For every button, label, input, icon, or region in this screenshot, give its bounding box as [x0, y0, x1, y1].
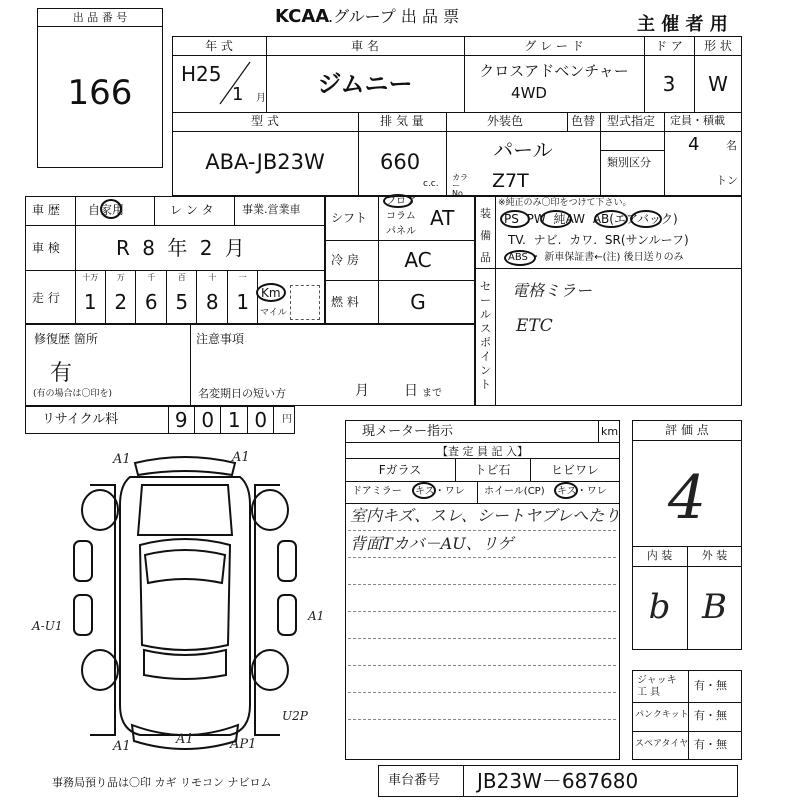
jack-value: 有・無: [694, 679, 727, 692]
cc-unit: c.c.: [423, 179, 439, 189]
fuel-label: 燃 料: [331, 295, 359, 309]
year-slash: [214, 58, 254, 108]
equipment-note: ※純正のみ〇印をつけて下さい。: [498, 198, 632, 208]
capacity-label: 定員・積載: [670, 114, 725, 127]
mileage-digit: 8: [205, 290, 219, 314]
ruled-line: [348, 584, 616, 585]
year-month: 1: [232, 84, 244, 105]
shift-value: AT: [430, 206, 455, 230]
expiry-until: まで: [422, 388, 442, 399]
wheel-scratch-circle: [554, 482, 578, 499]
car-diagram: [60, 445, 320, 755]
mirror-scratch-circle: [412, 482, 436, 499]
ruled-line: [348, 557, 616, 558]
mileage-unit-label: 千: [147, 273, 156, 282]
mileage-digit: 2: [114, 290, 128, 314]
ab-circle: [630, 210, 662, 228]
wheel-scratch-label: キズ・ワレ: [557, 486, 607, 497]
ruled-line: [348, 719, 616, 720]
door-label: ド ア: [655, 39, 683, 53]
mileage-unit-label: 十万: [82, 273, 99, 282]
notes-label: 注意事項: [196, 332, 245, 346]
mileage-cell: [106, 270, 137, 324]
repair-label: 修復歴 箇所: [34, 332, 98, 346]
damage-mark-2: A1: [232, 450, 250, 465]
repair-note: (有の場合は〇印を): [33, 389, 113, 399]
ruled-line: [348, 692, 616, 693]
history-private: 自家用: [88, 203, 125, 217]
meter-label: 現メーター指示: [362, 424, 454, 439]
sales-point-1: 電格ミラー: [512, 281, 593, 300]
rating-label: 評 価 点: [665, 423, 709, 437]
recycle-cell: [195, 406, 222, 434]
ps-circle: [500, 210, 530, 228]
capacity-unit: 名: [726, 139, 737, 152]
mileage-digit: 1: [236, 290, 250, 314]
spare-label: スペアタイヤ: [635, 739, 689, 749]
repaint-label: 色替: [571, 114, 596, 128]
km-unit: Km: [261, 286, 281, 300]
color-code: Z7T: [492, 170, 529, 192]
equipment-row2: TV. ナビ. カワ. SR(サンルーフ): [508, 233, 689, 247]
mileage-cell: [136, 270, 167, 324]
puncture-value: 有・無: [694, 709, 727, 722]
category-label: 類別区分: [607, 156, 651, 169]
shape-label: 形 状: [704, 39, 732, 53]
ruled-line: [348, 530, 616, 531]
role-label: 主 催 者 用: [637, 14, 728, 35]
recycle-unit: 円: [282, 414, 292, 425]
year-month-unit: 月: [256, 93, 266, 104]
mileage-unit-label: 百: [177, 273, 186, 282]
mile-unit: マイル: [260, 308, 287, 318]
rating-score: 4: [667, 463, 707, 533]
model-label: 型 式: [251, 114, 279, 128]
interior-label: 内 装: [646, 549, 673, 562]
meter-unit: km: [601, 425, 619, 438]
year-label: 年 式: [205, 39, 233, 53]
chassis-label: 車台番号: [388, 773, 441, 788]
shift-floor-circle: [383, 194, 413, 208]
chip-label: トビ石: [474, 463, 511, 477]
mileage-unit-label: 万: [116, 273, 125, 282]
sales-points-label: セールスポイント: [480, 280, 491, 391]
sales-point-2: ETC: [516, 316, 553, 336]
history-label: 車 歴: [32, 203, 60, 217]
exterior-label: 外 装: [701, 549, 728, 562]
door-count: 3: [662, 72, 676, 96]
grade-label: グ レ ー ド: [524, 39, 584, 53]
grade-line2: 4WD: [511, 84, 547, 102]
mileage-unit-label: 十: [208, 273, 217, 282]
aircon-label: 冷 房: [331, 253, 359, 267]
mileage-unit-label: 一: [238, 273, 247, 282]
recycle-cell: [221, 406, 248, 434]
inspector-comment-2: 背面Tカバ－AU、リゲ: [350, 534, 514, 553]
mirror-scratch-label: キズ・ワレ: [415, 486, 465, 497]
recycle-cell: [168, 406, 195, 434]
history-circle: [100, 199, 122, 219]
fuel-value: G: [410, 290, 426, 314]
mileage-digit: 1: [83, 290, 97, 314]
load-unit: トン: [716, 174, 738, 187]
displacement-value: 660: [380, 150, 421, 174]
exterior-grade: B: [702, 587, 727, 627]
ruled-line: [348, 665, 616, 666]
mile-box: [290, 285, 320, 320]
chassis-number: JB23W－687680: [477, 769, 639, 793]
damage-mark-8: AP1: [230, 737, 257, 752]
ruled-line: [348, 611, 616, 612]
equipment-row3: ABS ・ 新車保証書←(注) 後日送りのみ: [508, 252, 684, 263]
ruled-line: [348, 638, 616, 639]
recycle-digit: 9: [174, 408, 188, 432]
mileage-digit: 5: [175, 290, 189, 314]
mileage-cell: [75, 270, 106, 324]
lot-number-label: 出 品 番 号: [72, 11, 128, 24]
spare-value: 有・無: [694, 738, 727, 751]
capacity-value: 4: [688, 134, 700, 155]
shape-value: W: [708, 72, 728, 96]
color-number-label: カラー No.: [452, 173, 468, 198]
keys-note: 事務局預り品は〇印 カギ リモコン ナビロム: [52, 776, 272, 789]
shift-option-column: コラム: [386, 211, 416, 222]
aw-circle: [594, 210, 628, 228]
pw-circle: [540, 210, 572, 228]
exterior-color-label: 外装色: [487, 114, 524, 128]
year-era: H25: [181, 62, 222, 86]
recycle-cell: [248, 406, 275, 434]
grade-line1: クロスアドベンチャー: [479, 62, 629, 80]
color-value: パール: [493, 138, 553, 162]
aircon-value: AC: [404, 248, 432, 272]
shift-option-floor: フロア: [386, 196, 416, 207]
interior-grade: b: [648, 587, 671, 627]
inspection-label: 車 検: [32, 241, 60, 255]
displacement-label: 排 気 量: [380, 114, 424, 128]
recycle-digit: 0: [254, 408, 268, 432]
mileage-label: 走 行: [32, 291, 60, 305]
history-business: 事業.営業車: [242, 203, 301, 216]
damage-mark-6: A1: [113, 739, 131, 754]
expiry-day: 日: [404, 383, 418, 399]
repair-value: 有: [50, 361, 73, 386]
puncture-label: パンクキット: [635, 710, 689, 720]
car-name-label: 車 名: [351, 39, 379, 53]
abs-circle: [504, 250, 536, 266]
recycle-label: リサイクル料: [42, 412, 119, 427]
crack-label: ヒビワレ: [550, 463, 599, 477]
km-circle: [256, 283, 286, 302]
damage-mark-7: A1: [176, 732, 194, 747]
inspector-comment-1: 室内キズ、スレ、シートヤブレへたり: [350, 506, 621, 525]
equipment-label: 装 備 品: [480, 207, 491, 264]
lot-number: 166: [67, 73, 133, 113]
type-designation-label: 型式指定: [607, 114, 656, 128]
door-mirror-label: ドアミラー: [352, 486, 402, 497]
equipment-row1: PS PW 純AW AB(エアバック): [504, 212, 678, 226]
car-name: ジムニー: [317, 70, 413, 98]
mileage-cell: [167, 270, 198, 324]
damage-mark-5: U2P: [282, 709, 308, 723]
form-title: .グループ 出 品 票: [328, 7, 460, 26]
short-expiry-label: 名変期日の短い方: [198, 387, 286, 400]
model-value: ABA-JB23W: [205, 150, 325, 174]
mileage-cell: [197, 270, 228, 324]
wheel-label: ホイール(CP): [484, 486, 545, 497]
recycle-digit: 0: [201, 408, 215, 432]
jack-label: ジャッキ 工 具: [637, 675, 677, 698]
inspection-value: R 8 年 2 月: [116, 236, 245, 260]
recycle-digit: 1: [227, 408, 241, 432]
damage-mark-1: A1: [113, 452, 131, 467]
mileage-digit: 6: [144, 290, 158, 314]
damage-mark-4: A1: [308, 609, 325, 623]
logo: KCAA: [275, 6, 330, 27]
shift-option-panel: パネル: [386, 226, 416, 237]
mileage-cell: [228, 270, 259, 324]
shift-label: シフト: [331, 211, 368, 225]
inspector-label: 【査 定 員 記 入】: [437, 445, 528, 458]
damage-mark-3: A-U1: [32, 619, 63, 633]
history-rental: レ ン タ: [170, 203, 214, 217]
glass-label: Fガラス: [378, 463, 422, 477]
expiry-month: 月: [355, 383, 369, 399]
